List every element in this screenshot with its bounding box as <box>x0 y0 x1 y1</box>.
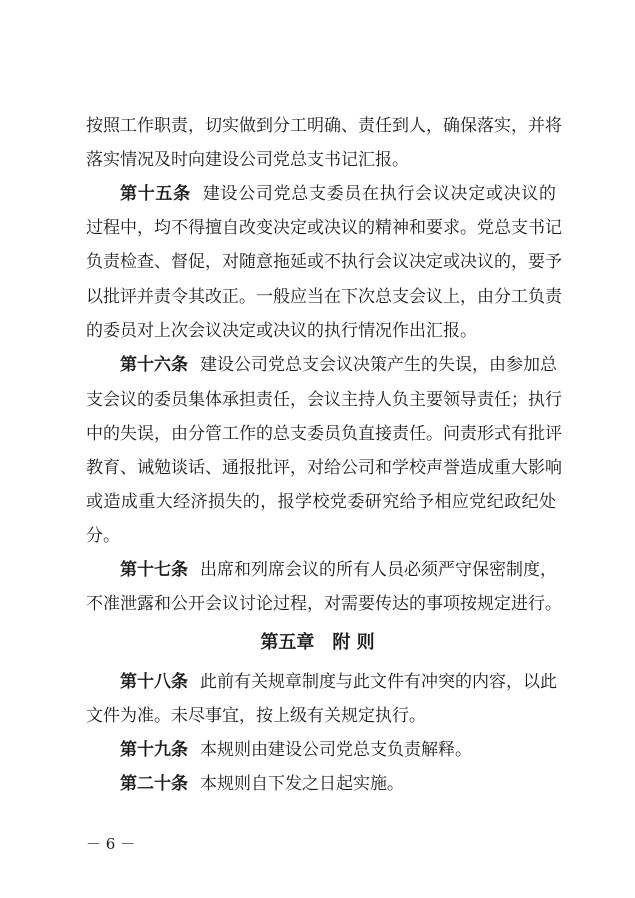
article-18-text: 此前有关规章制度与此文件有冲突的内容，以此 <box>200 672 557 692</box>
article-15-line <box>120 182 556 206</box>
article-16-text: 建设公司党总支会议决策产生的失误，由参加总 <box>200 355 557 375</box>
paragraph-line: 负责检查、督促，对随意拖延或不执行会议决定或决议的，要予 <box>86 252 562 272</box>
paragraph-line: 落实情况及时向建设公司党总支书记汇报。 <box>86 150 409 170</box>
paragraph-line: 或造成重大经济损失的，报学校党委研究给予相应党纪政纪处 <box>86 492 556 512</box>
article-16-line <box>120 353 556 377</box>
paragraph-line: 中的失误，由分管工作的总支委员负直接责任。问责形式有批评 <box>86 424 562 444</box>
paragraph-line: 分。 <box>86 526 120 546</box>
article-20-line <box>120 772 556 796</box>
article-18-title: 第十八条 <box>120 672 188 692</box>
article-20-title: 第二十条 <box>120 774 188 794</box>
article-15-title: 第十五条 <box>120 184 191 204</box>
article-20-text: 本规则自下发之日起实施。 <box>200 774 404 794</box>
article-17-title: 第十七条 <box>120 560 188 580</box>
paragraph-line: 文件为准。未尽事宜，按上级有关规定执行。 <box>86 706 426 726</box>
paragraph-line: 支会议的委员集体承担责任，会议主持人负主要领导责任；执行 <box>86 390 562 410</box>
paragraph-line: 以批评并责令其改正。一般应当在下次总支会议上，由分工负责 <box>86 287 562 307</box>
article-19-text: 本规则由建设公司党总支负责解释。 <box>200 740 472 760</box>
page-number: － 6 － <box>86 835 136 853</box>
article-15-text: 建设公司党总支委员在执行会议决定或决议的 <box>202 184 557 204</box>
paragraph-line: 过程中，均不得擅自改变决定或决议的精神和要求。党总支书记 <box>86 218 562 238</box>
article-19-title: 第十九条 <box>120 740 188 760</box>
article-17-line <box>120 558 556 582</box>
paragraph-line: 的委员对上次会议决定或决议的执行情况作出汇报。 <box>86 321 477 341</box>
chapter-heading: 第五章 附 则 <box>260 632 375 653</box>
article-17-text: 出席和列席会议的所有人员必须严守保密制度， <box>200 560 557 580</box>
paragraph-line: 不准泄露和公开会议讨论过程，对需要传达的事项按规定进行。 <box>86 594 562 614</box>
paragraph-line: 按照工作职责，切实做到分工明确、责任到人，确保落实，并将 <box>86 116 562 136</box>
paragraph-line: 教育、诫勉谈话、通报批评，对给公司和学校声誉造成重大影响 <box>86 458 562 478</box>
article-19-line <box>120 738 556 762</box>
article-18-line <box>120 670 556 694</box>
article-16-title: 第十六条 <box>120 355 188 375</box>
